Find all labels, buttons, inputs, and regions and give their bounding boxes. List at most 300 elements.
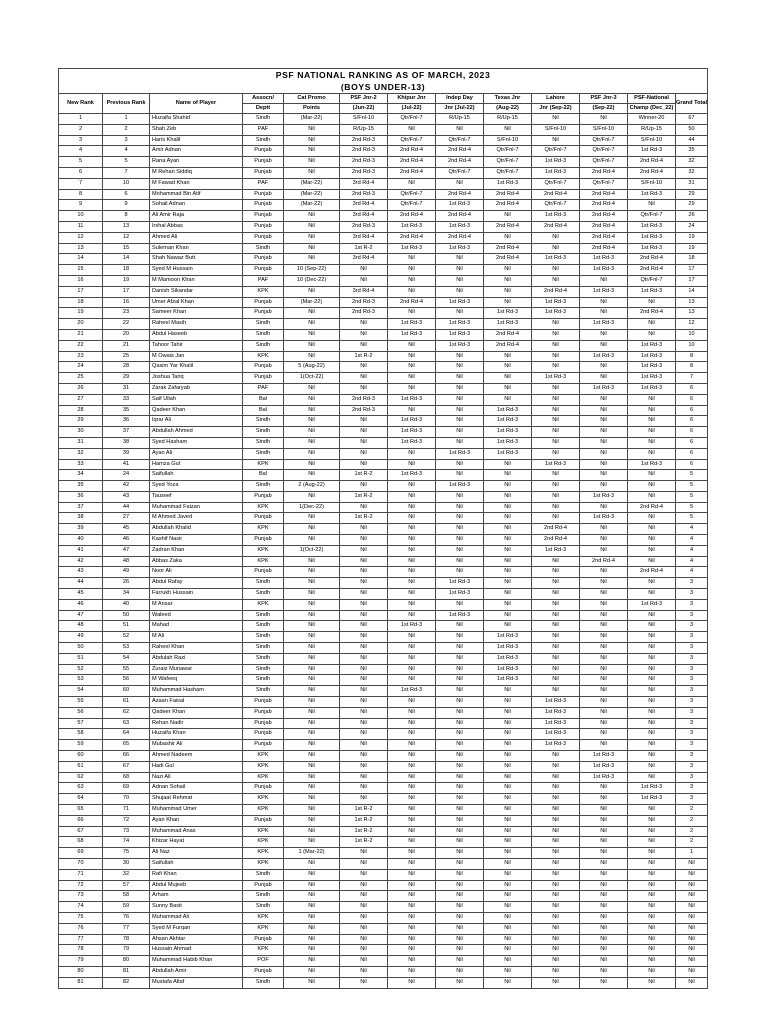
cell-psf-jnr-3: Nil <box>580 275 628 286</box>
cell-new-rank: 23 <box>59 351 103 362</box>
header-lahore: Lahore <box>532 94 580 104</box>
cell-texas-jnr: Nil <box>484 211 532 222</box>
cell-psf-jnr-2: 2nd Rd-3 <box>340 405 388 416</box>
cell-grand-total: 8 <box>676 362 708 373</box>
cell-assocn: KPK <box>243 545 284 556</box>
cell-assocn: Punjab <box>243 157 284 168</box>
cell-psf-jnr-2: Nil <box>340 589 388 600</box>
cell-previous-rank: 32 <box>103 869 150 880</box>
cell-new-rank: 20 <box>59 319 103 330</box>
cell-indep-day: Nil <box>436 934 484 945</box>
cell-cat-promo-points: Nil <box>284 535 340 546</box>
cell-texas-jnr: 2nd Rd-4 <box>484 243 532 254</box>
cell-new-rank: 41 <box>59 545 103 556</box>
cell-assocn: Sindh <box>243 869 284 880</box>
cell-assocn: PAF <box>243 124 284 135</box>
cell-cat-promo-points: Nil <box>284 567 340 578</box>
table-row <box>59 340 708 351</box>
cell-psf-jnr-2: Nil <box>340 545 388 556</box>
cell-khipur-jnr: Nil <box>388 740 436 751</box>
cell-psf-national: Nil <box>628 848 676 859</box>
cell-assocn: Punjab <box>243 254 284 265</box>
cell-player-name: Farrukh Hussain <box>150 589 243 600</box>
cell-new-rank: 21 <box>59 329 103 340</box>
cell-psf-national: 2nd Rd-4 <box>628 254 676 265</box>
cell-grand-total: 6 <box>676 394 708 405</box>
cell-grand-total: 10 <box>676 340 708 351</box>
cell-psf-jnr-2: 3rd Rd-4 <box>340 178 388 189</box>
cell-lahore-jnr: 1st Rd-3 <box>532 697 580 708</box>
cell-lahore-jnr: Nil <box>532 513 580 524</box>
cell-psf-national: Qtr/Fnl-7 <box>628 275 676 286</box>
cell-cat-promo-points: Nil <box>284 254 340 265</box>
cell-grand-total: 13 <box>676 308 708 319</box>
table-row <box>59 643 708 654</box>
cell-player-name: Abdul Haseeb <box>150 329 243 340</box>
cell-cat-promo-points: Nil <box>284 751 340 762</box>
cell-new-rank: 53 <box>59 675 103 686</box>
cell-player-name: Zadran Khan <box>150 545 243 556</box>
cell-cat-promo-points: Nil <box>284 124 340 135</box>
cell-previous-rank: 76 <box>103 912 150 923</box>
cell-lahore-jnr: Nil <box>532 794 580 805</box>
cell-psf-jnr-2: 2nd Rd-3 <box>340 167 388 178</box>
cell-khipur-jnr: Nil <box>388 653 436 664</box>
cell-texas-jnr: Nil <box>484 232 532 243</box>
cell-psf-national: 1st Rd-3 <box>628 146 676 157</box>
cell-cat-promo-points: 10 (Dec-22) <box>284 275 340 286</box>
cell-player-name: Muhammad Umer <box>150 805 243 816</box>
cell-psf-national: S/Fnl-10 <box>628 178 676 189</box>
table-row <box>59 427 708 438</box>
cell-lahore-jnr: Nil <box>532 643 580 654</box>
cell-previous-rank: 82 <box>103 977 150 988</box>
cell-player-name: Ahsan Akhtar <box>150 934 243 945</box>
cell-khipur-jnr: Nil <box>388 826 436 837</box>
cell-grand-total: 3 <box>676 643 708 654</box>
table-row <box>59 718 708 729</box>
cell-player-name: Rehan Nadir <box>150 718 243 729</box>
cell-previous-rank: 22 <box>103 319 150 330</box>
cell-khipur-jnr: Nil <box>388 707 436 718</box>
table-row <box>59 157 708 168</box>
cell-assocn: KPK <box>243 858 284 869</box>
cell-lahore-jnr: Nil <box>532 858 580 869</box>
cell-grand-total: Nil <box>676 891 708 902</box>
cell-player-name: Hussain Ahmad <box>150 945 243 956</box>
header-jnr-sep-22: Jnr (Sep-22) <box>532 104 580 114</box>
cell-assocn: KPK <box>243 805 284 816</box>
cell-new-rank: 4 <box>59 146 103 157</box>
cell-indep-day: Nil <box>436 513 484 524</box>
cell-new-rank: 31 <box>59 437 103 448</box>
cell-texas-jnr: Qtr/Fnl-7 <box>484 157 532 168</box>
cell-texas-jnr: S/Fnl-10 <box>484 135 532 146</box>
cell-lahore-jnr: Nil <box>532 826 580 837</box>
cell-cat-promo-points: Nil <box>284 221 340 232</box>
cell-khipur-jnr: 2nd Rd-4 <box>388 146 436 157</box>
cell-indep-day: Nil <box>436 923 484 934</box>
cell-psf-national: Nil <box>628 545 676 556</box>
cell-psf-jnr-2: Nil <box>340 502 388 513</box>
cell-assocn: PAF <box>243 275 284 286</box>
cell-texas-jnr: Nil <box>484 751 532 762</box>
cell-psf-jnr-2: Nil <box>340 869 388 880</box>
cell-grand-total: Nil <box>676 934 708 945</box>
cell-previous-rank: 21 <box>103 340 150 351</box>
cell-psf-jnr-3: Qtr/Fnl-7 <box>580 135 628 146</box>
cell-grand-total: 4 <box>676 556 708 567</box>
cell-cat-promo-points: Nil <box>284 383 340 394</box>
cell-khipur-jnr: 1st Rd-3 <box>388 329 436 340</box>
cell-assocn: Sindh <box>243 610 284 621</box>
cell-grand-total: Nil <box>676 912 708 923</box>
cell-assocn: Punjab <box>243 373 284 384</box>
cell-indep-day: 2nd Rd-4 <box>436 211 484 222</box>
cell-psf-national: Nil <box>628 966 676 977</box>
cell-indep-day: Nil <box>436 254 484 265</box>
cell-new-rank: 43 <box>59 567 103 578</box>
cell-texas-jnr: Nil <box>484 729 532 740</box>
cell-grand-total: 3 <box>676 707 708 718</box>
cell-indep-day: 1st Rd-3 <box>436 589 484 600</box>
cell-cat-promo-points: Nil <box>284 135 340 146</box>
cell-new-rank: 49 <box>59 632 103 643</box>
cell-texas-jnr: Nil <box>484 697 532 708</box>
cell-grand-total: 2 <box>676 837 708 848</box>
cell-lahore-jnr: Qtr/Fnl-7 <box>532 178 580 189</box>
table-row <box>59 578 708 589</box>
cell-previous-rank: 47 <box>103 545 150 556</box>
cell-khipur-jnr: Nil <box>388 610 436 621</box>
cell-new-rank: 55 <box>59 697 103 708</box>
cell-texas-jnr: Qtr/Fnl-7 <box>484 146 532 157</box>
cell-assocn: Sindh <box>243 437 284 448</box>
cell-texas-jnr: Nil <box>484 556 532 567</box>
cell-texas-jnr: R/Up-15 <box>484 114 532 125</box>
cell-psf-jnr-2: Nil <box>340 664 388 675</box>
cell-assocn: Punjab <box>243 491 284 502</box>
table-row <box>59 437 708 448</box>
cell-previous-rank: 14 <box>103 254 150 265</box>
cell-previous-rank: 25 <box>103 351 150 362</box>
cell-grand-total: 3 <box>676 632 708 643</box>
cell-psf-jnr-3: 1st Rd-3 <box>580 772 628 783</box>
cell-psf-jnr-2: Nil <box>340 621 388 632</box>
cell-psf-jnr-2: Nil <box>340 966 388 977</box>
cell-player-name: Syed Yoza <box>150 481 243 492</box>
cell-assocn: KPK <box>243 945 284 956</box>
cell-texas-jnr: 2nd Rd-4 <box>484 329 532 340</box>
cell-khipur-jnr: 1st Rd-3 <box>388 427 436 438</box>
cell-psf-jnr-3: Nil <box>580 114 628 125</box>
cell-assocn: Punjab <box>243 189 284 200</box>
cell-psf-national: 1st Rd-3 <box>628 459 676 470</box>
cell-assocn: Punjab <box>243 718 284 729</box>
table-row <box>59 535 708 546</box>
cell-psf-jnr-2: Nil <box>340 848 388 859</box>
cell-grand-total: 3 <box>676 697 708 708</box>
cell-previous-rank: 69 <box>103 783 150 794</box>
cell-psf-jnr-3: Nil <box>580 643 628 654</box>
cell-psf-national: Nil <box>628 329 676 340</box>
cell-assocn: PAF <box>243 178 284 189</box>
cell-psf-national: 2nd Rd-4 <box>628 157 676 168</box>
cell-previous-rank: 10 <box>103 178 150 189</box>
table-row <box>59 653 708 664</box>
cell-psf-jnr-2: Nil <box>340 761 388 772</box>
cell-psf-jnr-3: Nil <box>580 664 628 675</box>
cell-cat-promo-points: Nil <box>284 286 340 297</box>
cell-psf-jnr-2: Nil <box>340 751 388 762</box>
cell-previous-rank: 7 <box>103 167 150 178</box>
table-row <box>59 589 708 600</box>
cell-player-name: M Fawad Khan <box>150 178 243 189</box>
cell-cat-promo-points: Nil <box>284 513 340 524</box>
cell-cat-promo-points: Nil <box>284 578 340 589</box>
header-psf-national: PSF-National <box>628 94 676 104</box>
cell-grand-total: 1 <box>676 848 708 859</box>
cell-khipur-jnr: Nil <box>388 351 436 362</box>
cell-psf-national: 1st Rd-3 <box>628 351 676 362</box>
cell-texas-jnr: Qtr/Fnl-7 <box>484 167 532 178</box>
cell-psf-national: Nil <box>628 751 676 762</box>
cell-khipur-jnr: Nil <box>388 923 436 934</box>
cell-new-rank: 28 <box>59 405 103 416</box>
cell-psf-national: 1st Rd-3 <box>628 232 676 243</box>
cell-psf-national: Nil <box>628 718 676 729</box>
table-row <box>59 383 708 394</box>
table-row <box>59 966 708 977</box>
cell-new-rank: 48 <box>59 621 103 632</box>
cell-texas-jnr: Nil <box>484 740 532 751</box>
cell-psf-jnr-2: Nil <box>340 891 388 902</box>
cell-cat-promo-points: Nil <box>284 912 340 923</box>
cell-previous-rank: 75 <box>103 848 150 859</box>
cell-new-rank: 47 <box>59 610 103 621</box>
cell-lahore-jnr: 1st Rd-3 <box>532 729 580 740</box>
cell-psf-national: Nil <box>628 621 676 632</box>
cell-psf-jnr-3: S/Fnl-10 <box>580 124 628 135</box>
cell-new-rank: 66 <box>59 815 103 826</box>
cell-psf-national: Nil <box>628 902 676 913</box>
cell-grand-total: 8 <box>676 351 708 362</box>
cell-cat-promo-points: Nil <box>284 740 340 751</box>
cell-cat-promo-points: Nil <box>284 599 340 610</box>
cell-assocn: KPK <box>243 556 284 567</box>
cell-psf-jnr-3: Nil <box>580 794 628 805</box>
cell-khipur-jnr: Nil <box>388 178 436 189</box>
cell-grand-total: 6 <box>676 459 708 470</box>
cell-cat-promo-points: Nil <box>284 621 340 632</box>
cell-player-name: Qasim Yar Khalil <box>150 362 243 373</box>
cell-psf-jnr-3: 2nd Rd-4 <box>580 167 628 178</box>
cell-assocn: Punjab <box>243 740 284 751</box>
cell-player-name: Tahoor Tahir <box>150 340 243 351</box>
cell-indep-day: Nil <box>436 783 484 794</box>
cell-lahore-jnr: Nil <box>532 869 580 880</box>
cell-psf-national: Nil <box>628 945 676 956</box>
cell-khipur-jnr: Nil <box>388 977 436 988</box>
cell-player-name: Raheel Khan <box>150 643 243 654</box>
cell-assocn: Sindh <box>243 664 284 675</box>
cell-psf-national: Nil <box>628 491 676 502</box>
cell-indep-day: Nil <box>436 405 484 416</box>
cell-psf-national: Nil <box>628 740 676 751</box>
table-row <box>59 286 708 297</box>
cell-assocn: Punjab <box>243 934 284 945</box>
cell-lahore-jnr: Nil <box>532 362 580 373</box>
cell-psf-jnr-2: Nil <box>340 902 388 913</box>
cell-psf-national: Nil <box>628 880 676 891</box>
cell-psf-national: 2nd Rd-4 <box>628 567 676 578</box>
table-row <box>59 308 708 319</box>
cell-player-name: Syed Hasham <box>150 437 243 448</box>
cell-previous-rank: 18 <box>103 265 150 276</box>
cell-grand-total: Nil <box>676 858 708 869</box>
cell-psf-jnr-3: Nil <box>580 621 628 632</box>
cell-psf-jnr-3: Nil <box>580 783 628 794</box>
cell-player-name: Huzaifa Shahid <box>150 114 243 125</box>
cell-indep-day: 1st Rd-3 <box>436 448 484 459</box>
cell-lahore-jnr: Nil <box>532 945 580 956</box>
cell-psf-national: Nil <box>628 481 676 492</box>
cell-indep-day: Nil <box>436 826 484 837</box>
cell-texas-jnr: Nil <box>484 772 532 783</box>
cell-previous-rank: 72 <box>103 815 150 826</box>
cell-khipur-jnr: Nil <box>388 815 436 826</box>
table-row <box>59 686 708 697</box>
cell-texas-jnr: 1st Rd-3 <box>484 416 532 427</box>
cell-psf-jnr-2: Nil <box>340 697 388 708</box>
cell-assocn: Sindh <box>243 686 284 697</box>
cell-player-name: Saifullah <box>150 470 243 481</box>
cell-new-rank: 14 <box>59 254 103 265</box>
cell-texas-jnr: Nil <box>484 718 532 729</box>
cell-khipur-jnr: 1st Rd-3 <box>388 686 436 697</box>
cell-grand-total: 19 <box>676 232 708 243</box>
cell-indep-day: Nil <box>436 653 484 664</box>
cell-grand-total: 5 <box>676 513 708 524</box>
cell-new-rank: 34 <box>59 470 103 481</box>
cell-grand-total: 12 <box>676 319 708 330</box>
cell-psf-national: Nil <box>628 535 676 546</box>
cell-lahore-jnr: 1st Rd-3 <box>532 459 580 470</box>
cell-texas-jnr: Nil <box>484 610 532 621</box>
cell-grand-total: 31 <box>676 178 708 189</box>
cell-psf-national: Nil <box>628 416 676 427</box>
cell-grand-total: Nil <box>676 923 708 934</box>
cell-previous-rank: 57 <box>103 880 150 891</box>
cell-previous-rank: 39 <box>103 448 150 459</box>
cell-cat-promo-points: Nil <box>284 956 340 967</box>
cell-player-name: M Mamoon Khan <box>150 275 243 286</box>
cell-psf-jnr-2: 1st R-2 <box>340 491 388 502</box>
table-row <box>59 351 708 362</box>
cell-khipur-jnr: Nil <box>388 448 436 459</box>
cell-previous-rank: 29 <box>103 373 150 384</box>
cell-grand-total: 3 <box>676 740 708 751</box>
table-row <box>59 502 708 513</box>
cell-lahore-jnr: Qtr/Fnl-7 <box>532 146 580 157</box>
cell-player-name: Muhammad Ali <box>150 912 243 923</box>
table-row <box>59 114 708 125</box>
cell-psf-jnr-3: Nil <box>580 718 628 729</box>
cell-grand-total: 6 <box>676 437 708 448</box>
cell-cat-promo-points: Nil <box>284 351 340 362</box>
cell-lahore-jnr: 1st Rd-3 <box>532 308 580 319</box>
cell-lahore-jnr: Nil <box>532 761 580 772</box>
cell-cat-promo-points: Nil <box>284 610 340 621</box>
cell-texas-jnr: Nil <box>484 934 532 945</box>
cell-assocn: Bal <box>243 405 284 416</box>
cell-grand-total: 2 <box>676 815 708 826</box>
cell-khipur-jnr: Nil <box>388 513 436 524</box>
cell-lahore-jnr: Nil <box>532 502 580 513</box>
cell-indep-day: Nil <box>436 351 484 362</box>
table-row <box>59 783 708 794</box>
cell-psf-jnr-3: Nil <box>580 394 628 405</box>
cell-psf-jnr-3: Nil <box>580 502 628 513</box>
cell-grand-total: 3 <box>676 686 708 697</box>
cell-lahore-jnr: 1st Rd-3 <box>532 211 580 222</box>
cell-grand-total: 18 <box>676 254 708 265</box>
cell-assocn: Punjab <box>243 297 284 308</box>
cell-psf-jnr-3: 2nd Rd-4 <box>580 221 628 232</box>
cell-player-name: Sohail Adnan <box>150 200 243 211</box>
cell-khipur-jnr: Nil <box>388 902 436 913</box>
page-title: PSF NATIONAL RANKING AS OF MARCH, 2023 <box>59 69 708 82</box>
cell-khipur-jnr: Nil <box>388 664 436 675</box>
cell-khipur-jnr: Nil <box>388 124 436 135</box>
cell-khipur-jnr: Nil <box>388 891 436 902</box>
cell-cat-promo-points: Nil <box>284 653 340 664</box>
cell-grand-total: 24 <box>676 221 708 232</box>
cell-lahore-jnr: Nil <box>532 405 580 416</box>
cell-assocn: Sindh <box>243 481 284 492</box>
table-row <box>59 621 708 632</box>
table-row <box>59 826 708 837</box>
cell-lahore-jnr: Nil <box>532 772 580 783</box>
cell-player-name: Qadeer Khan <box>150 405 243 416</box>
cell-assocn: Sindh <box>243 578 284 589</box>
cell-psf-jnr-2: 3rd Rd-4 <box>340 254 388 265</box>
cell-new-rank: 37 <box>59 502 103 513</box>
cell-indep-day: Nil <box>436 880 484 891</box>
cell-khipur-jnr: Nil <box>388 675 436 686</box>
cell-psf-jnr-3: Nil <box>580 578 628 589</box>
cell-previous-rank: 33 <box>103 394 150 405</box>
cell-player-name: Abdul Mujeeb <box>150 880 243 891</box>
cell-lahore-jnr: 1st Rd-3 <box>532 297 580 308</box>
cell-indep-day: Nil <box>436 794 484 805</box>
cell-khipur-jnr: Nil <box>388 858 436 869</box>
cell-grand-total: 6 <box>676 405 708 416</box>
cell-player-name: Haris Khalil <box>150 135 243 146</box>
cell-psf-jnr-3: Nil <box>580 945 628 956</box>
cell-grand-total: 2 <box>676 805 708 816</box>
cell-assocn: Sindh <box>243 448 284 459</box>
cell-psf-national: 1st Rd-3 <box>628 221 676 232</box>
cell-player-name: Kashif Nasir <box>150 535 243 546</box>
cell-indep-day: Nil <box>436 697 484 708</box>
cell-grand-total: 50 <box>676 124 708 135</box>
table-row <box>59 524 708 535</box>
cell-new-rank: 29 <box>59 416 103 427</box>
cell-new-rank: 67 <box>59 826 103 837</box>
cell-psf-national: 2nd Rd-4 <box>628 502 676 513</box>
cell-psf-jnr-3: Nil <box>580 340 628 351</box>
